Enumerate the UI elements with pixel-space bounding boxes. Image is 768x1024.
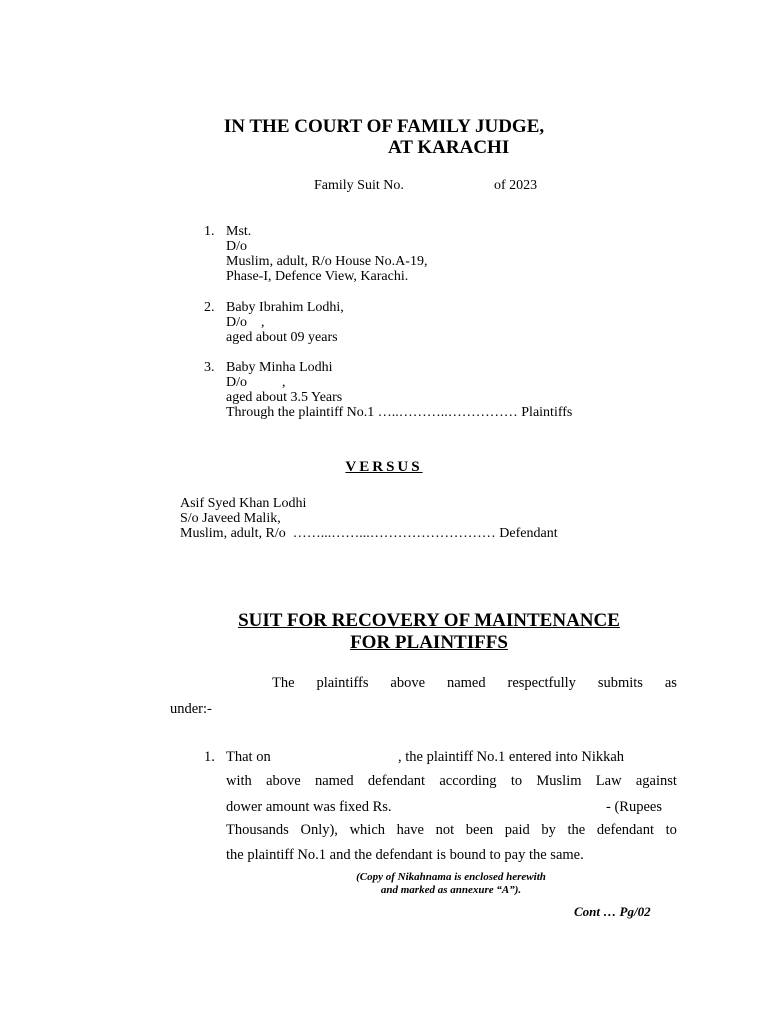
word: respectfully (507, 675, 576, 691)
paragraph-1-line4 (226, 822, 677, 839)
word: with (226, 773, 252, 789)
word: to (665, 822, 677, 838)
word: named (446, 675, 486, 691)
annexure-note-line2: and marked as annexure “A”). (380, 884, 522, 896)
defendant-designation-line: Muslim, adult, R/o ……...……...……………………… Defendant (180, 526, 558, 541)
word: Thousands (226, 822, 289, 838)
paragraph-1-line2 (226, 773, 677, 790)
paragraph-1-line3-start: dower amount was fixed Rs. (226, 799, 392, 815)
word: according (439, 773, 497, 789)
suit-no-year: of 2023 (494, 178, 538, 193)
word: Only), (300, 822, 338, 838)
word: against (635, 773, 677, 789)
intro-paragraph-line2: under:- (170, 701, 212, 717)
suit-no-label: Family Suit No. (314, 178, 404, 193)
word: Muslim (536, 773, 582, 789)
paragraph-1-line3-end: - (Rupees (606, 799, 662, 815)
word: by (541, 822, 556, 838)
word: Law (595, 773, 622, 789)
suit-title-line1: SUIT FOR RECOVERY OF MAINTENANCE (238, 610, 620, 631)
defendant-line: Asif Syed Khan Lodhi (180, 496, 307, 511)
word: above (266, 773, 301, 789)
word: defendant (596, 822, 655, 838)
word: The (272, 675, 295, 691)
word: as (664, 675, 677, 691)
word: the (567, 822, 586, 838)
word: to (510, 773, 523, 789)
plaintiff-2-line: aged about 09 years (226, 330, 338, 345)
paragraph-1-line5: the plaintiff No.1 and the defendant is bound to pay the same. (226, 847, 584, 863)
word: defendant (367, 773, 426, 789)
word: plaintiffs (316, 675, 369, 691)
court-heading-line2: AT KARACHI (388, 137, 510, 158)
continuation-marker: Cont … Pg/02 (574, 904, 651, 919)
plaintiff-1-line: D/o (226, 239, 247, 254)
plaintiff-1-line: Mst. (226, 224, 252, 239)
word: which (349, 822, 385, 838)
word: paid (504, 822, 530, 838)
plaintiff-1-number: 1. (204, 224, 215, 239)
plaintiff-2-number: 2. (204, 300, 215, 315)
plaintiff-3-line: D/o , (226, 375, 286, 390)
defendant-line: S/o Javeed Malik, (180, 511, 281, 526)
court-heading-line1: IN THE COURT OF FAMILY JUDGE, (223, 116, 545, 137)
paragraph-1-number: 1. (204, 749, 215, 765)
word: been (465, 822, 494, 838)
plaintiff-1-line: Phase-I, Defence View, Karachi. (226, 269, 409, 284)
annexure-note-line1: (Copy of Nikahnama is enclosed herewith (356, 871, 546, 883)
plaintiff-1-line: Muslim, adult, R/o House No.A-19, (226, 254, 428, 269)
intro-paragraph-line1 (272, 675, 677, 692)
suit-title-line2: FOR PLAINTIFFS (350, 632, 508, 653)
plaintiff-2-line: D/o , (226, 315, 265, 330)
word: above (390, 675, 426, 691)
paragraph-1-line1-end: , the plaintiff No.1 entered into Nikkah (398, 749, 625, 765)
paragraph-1-line1-start: That on (226, 749, 271, 765)
plaintiff-3-number: 3. (204, 360, 215, 375)
versus-heading: VERSUS (345, 459, 423, 475)
word: not (435, 822, 455, 838)
plaintiff-3-line: Baby Minha Lodhi (226, 360, 333, 375)
word: submits (597, 675, 643, 691)
plaintiff-3-line: aged about 3.5 Years (226, 390, 343, 405)
word: have (396, 822, 424, 838)
plaintiffs-designation-line: Through the plaintiff No.1 …..………..…………… Plaintiffs (226, 405, 573, 420)
plaintiff-2-line: Baby Ibrahim Lodhi, (226, 300, 344, 315)
word: named (314, 773, 354, 789)
